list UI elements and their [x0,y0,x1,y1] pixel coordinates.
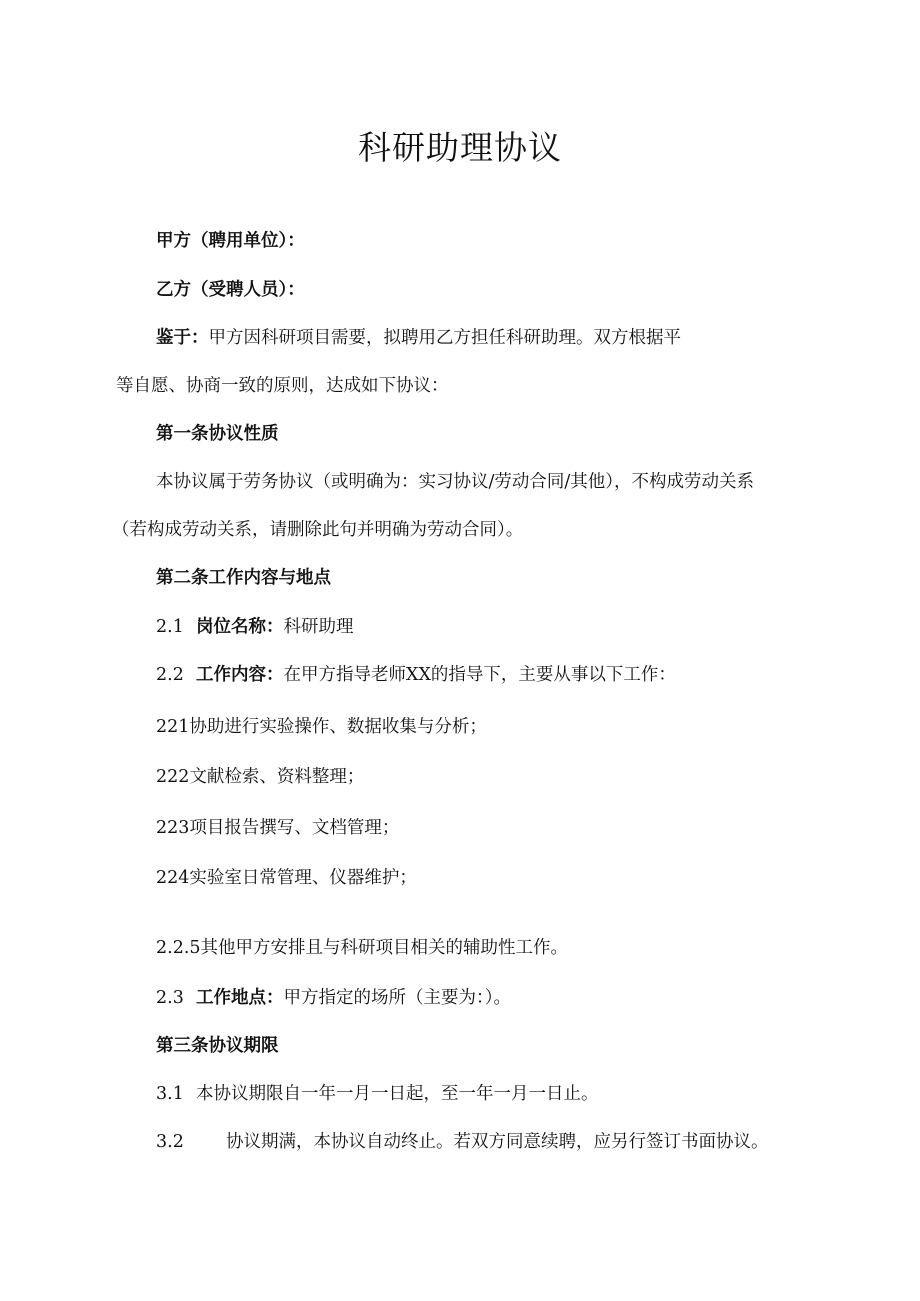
whereas-text: 甲方因科研项目需要，拟聘用乙方担任科研助理。双方根据平 [208,328,681,348]
section-text: 本协议期限自一年一月一日起，至一年一月一日止。 [196,1084,599,1104]
section-text: 协议期满，本协议自动终止。若双方同意续聘，应另行签订书面协议。 [226,1132,769,1152]
section-number: 2.1 [156,617,184,637]
whereas-paragraph [156,324,681,352]
section-3-2 [156,1128,769,1156]
party-a-line: 甲方（聘用单位）： [156,231,305,251]
article-1-text: 本协议属于劳务协议（或明确为：实习协议/劳动合同/其他），不构成劳动关系 [156,472,755,492]
party-b-line: 乙方（受聘人员）： [156,280,305,300]
item-2-2-4: 224实验室日常管理、仪器维护； [156,868,417,888]
section-number: 2.3 [156,988,184,1008]
section-number: 3.2 [156,1132,184,1152]
section-label: 工作地点： [196,988,284,1008]
article-1-title: 第一条协议性质 [156,424,279,444]
section-number: 3.1 [156,1084,184,1104]
section-label: 工作内容： [196,665,284,685]
section-text: 甲方指定的场所（主要为：）。 [283,988,511,1008]
document-title: 科研助理协议 [358,128,562,167]
whereas-continuation: 等自愿、协商一致的原则，达成如下协议： [116,376,449,396]
section-label: 岗位名称： [196,617,284,637]
whereas-label: 鉴于： [156,328,209,348]
section-text: 科研助理 [283,617,354,637]
section-2-2 [156,661,676,689]
item-2-2-3: 223项目报告撰写、文档管理； [156,818,400,838]
section-text: 在甲方指导老师XX的指导下，主要从事以下工作： [283,665,676,685]
item-2-2-1: 221协助进行实验操作、数据收集与分析； [156,717,487,737]
article-2-title: 第二条工作内容与地点 [156,568,331,588]
article-3-title: 第三条协议期限 [156,1036,279,1056]
section-3-1 [156,1080,599,1108]
item-2-2-5: 2.2.5其他甲方安排且与科研项目相关的辅助性工作。 [156,938,569,958]
section-2-3 [156,984,511,1012]
section-2-1 [156,613,354,641]
item-2-2-2: 222文献检索、资料整理； [156,767,365,787]
section-number: 2.2 [156,665,184,685]
article-1-continuation: （若构成劳动关系，请删除此句并明确为劳动合同）。 [112,520,524,540]
